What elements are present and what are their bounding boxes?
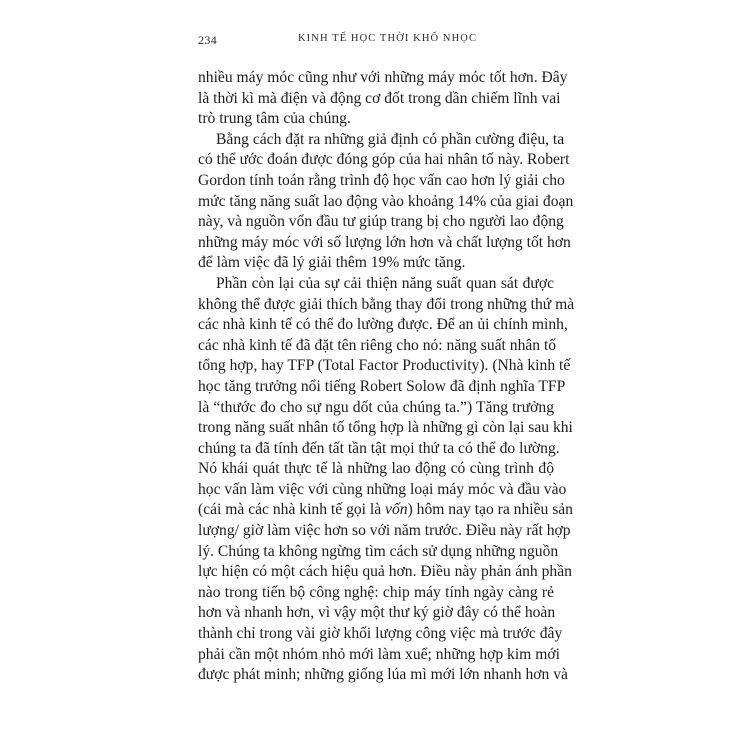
- paragraph: [198, 130, 574, 274]
- text-line: học tăng trưởng nổi tiếng Robert Solow đã định nghĩa TFP: [198, 377, 566, 395]
- text-line: tổng hợp, hay TFP (Total Factor Productivity). (Nhà kinh tế: [198, 357, 571, 375]
- text-line: chúng ta đã tính đến tất tần tật mọi thứ ta có thể đo lường.: [198, 439, 560, 457]
- text-line: (cái mà các nhà kinh tế gọi là vốn) hôm nay tạo ra nhiều sản: [198, 501, 573, 519]
- text-line: các nhà kinh tế có thể đo lường được. Để an ủi chính mình,: [198, 316, 568, 334]
- text-line: mức tăng năng suất lao động vào khoảng 14% của giai đoạn: [198, 192, 574, 210]
- text-line: Phần còn lại của sự cải thiện năng suất quan sát được: [216, 274, 554, 292]
- text-line: Nó khái quát thực tế là những lao động có cùng trình độ: [198, 460, 554, 478]
- text-line: những máy móc với số lượng lớn hơn và chất lượng tốt hơn: [198, 233, 571, 251]
- text-line: học vấn làm việc với cùng những loại máy móc và đầu vào: [198, 480, 567, 498]
- text-line: Bằng cách đặt ra những giả định có phần cường điệu, ta: [216, 130, 565, 148]
- text-line: phải cần một nhóm nhỏ mới làm xuể; những hợp kim mới: [198, 645, 560, 663]
- running-title: KINH TẾ HỌC THỜI KHỐ NHỌC: [298, 33, 478, 44]
- text-line: trò trung tâm của chúng.: [198, 110, 351, 128]
- page-number: 234: [198, 33, 218, 47]
- text-line: lượng/ giờ làm việc hơn so với năm trước. Điều này rất hợp: [198, 522, 571, 540]
- text-line: là “thước đo cho sự ngu dốt của chúng ta.”) Tăng trưởng: [198, 398, 554, 416]
- text-line: các nhà kinh tế đã đặt tên riêng cho nó: năng suất nhân tố: [198, 336, 557, 354]
- text-line: được phát minh; những giống lúa mì mới lớn nhanh hơn và: [198, 666, 568, 684]
- text-line: này, và nguồn vốn đầu tư giúp trang bị cho người lao động: [198, 213, 564, 231]
- text-line: thành chỉ trong vài giờ khối lượng công việc mà trước đây: [198, 625, 563, 643]
- body-text: [198, 68, 575, 686]
- text-line: không thể được giải thích bằng thay đổi trong những thứ mà: [198, 295, 575, 313]
- running-head: [198, 33, 558, 49]
- text-line: lý. Chúng ta không ngừng tìm cách sử dụng những nguồn: [198, 542, 559, 560]
- text-line: Gordon tính toán rằng trình độ học vấn cao hơn lý giải cho: [198, 171, 565, 189]
- text-line: có thể ước đoán được đóng góp của hai nhân tố này. Robert: [198, 151, 570, 169]
- text-line: lực hiện có một cách hiệu quả hơn. Điều này phản ánh phần: [198, 563, 572, 581]
- paragraph: [198, 68, 568, 130]
- text-line: nhiều máy móc cũng như với những máy móc tốt hơn. Đây: [198, 69, 568, 86]
- text-line: trong năng suất nhân tố tổng hợp là những gì còn lại sau khi: [198, 419, 573, 437]
- text-line: hơn và nhanh hơn, vì vậy một thư ký giờ đây có thể hoàn: [198, 604, 556, 622]
- text-line: là thời kì mà điện và động cơ đốt trong dần chiếm lĩnh vai: [198, 89, 561, 107]
- text-line: nào trong tiến bộ công nghệ: chip máy tính ngày càng rẻ: [198, 583, 554, 601]
- text-line: để làm việc đã lý giải thêm 19% mức tăng.: [198, 254, 466, 272]
- paragraph: [198, 274, 575, 686]
